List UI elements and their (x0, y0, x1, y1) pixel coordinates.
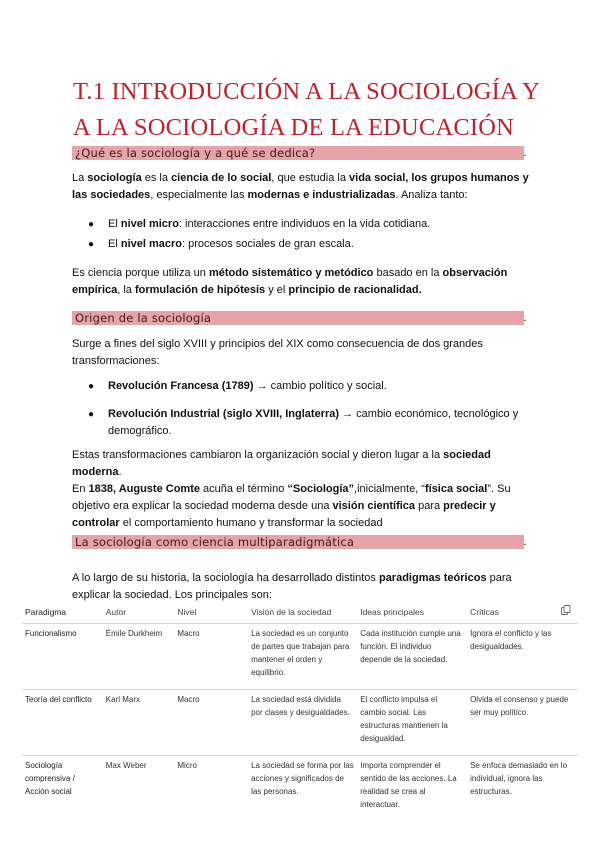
table-cell: Importa comprender el sentido de las acciones. La realidad se crea al interactuar. (357, 756, 467, 822)
table-cell: La sociedad está dividida por clases y desigualdades. (248, 690, 357, 756)
section-heading-text: Origen de la sociología (75, 311, 212, 325)
table-cell: Micro (174, 756, 248, 822)
table-row (22, 624, 578, 690)
column-header: Ideas principales (360, 607, 424, 617)
table-cell: Max Weber (103, 756, 175, 822)
paragraph-origen: Surge a fines del siglo XVIII y principios del XIX como consecuencia de dos grandes transformaciones: (72, 338, 483, 367)
paragraph-ciencia: Es ciencia porque utiliza un método sistemático y metódico basado en la observación empírica, la formulación de hipótesis y el principio de racionalidad. (72, 267, 508, 296)
column-header: Autor (105, 607, 127, 617)
table-cell: La sociedad es un conjunto de partes que trabajan para mantener el orden y equilibrio. (248, 624, 357, 690)
table-cell: Sociología comprensiva / Acción social (22, 756, 103, 822)
table-cell: Émile Durkheim (103, 624, 175, 690)
table-row (22, 756, 578, 822)
column-header: Paradigma (25, 607, 67, 617)
table-cell: El conflicto impulsa el cambio social. Las estructuras mantienen la desigualdad. (357, 690, 467, 756)
column-header: Críticas (470, 607, 499, 617)
paragraph-definition: La sociología es la ciencia de lo social, que estudia la vida social, los grupos humanos y las sociedades, especialmente las modernas e industrializadas. Analiza tanto: (72, 172, 529, 201)
table-cell: Macro (174, 624, 248, 690)
list-item: ● El nivel micro: interacciones entre individuos en la vida cotidiana. (88, 218, 431, 230)
paradigms-table (22, 604, 578, 821)
column-header: Nivel (177, 607, 197, 617)
column-header: Visión de la sociedad (251, 607, 332, 617)
section-heading-text: La sociología como ciencia multiparadigmática (75, 535, 355, 549)
section-heading-que-es: ¿Qué es la sociología y a qué se dedica? . (72, 146, 524, 160)
section-heading-multiparadigmatica: La sociología como ciencia multiparadigmática . (72, 535, 524, 549)
table-header-row (22, 604, 578, 624)
table-cell: Cada institución cumple una función. El individuo depende de la sociedad. (357, 624, 467, 690)
table-cell: Funcionalismo (22, 624, 103, 690)
section-heading-text: ¿Qué es la sociología y a qué se dedica? (75, 146, 316, 160)
table-cell: Karl Marx (103, 690, 175, 756)
list-item: ● Revolución Industrial (siglo XVIII, Inglaterra) → cambio económico, tecnológico y demográfico. (88, 408, 519, 437)
table-cell: Se enfoca demasiado en lo individual, ignora las estructuras. (467, 756, 578, 822)
table-cell: Teoría del conflicto (22, 690, 103, 756)
list-item: ● Revolución Francesa (1789) → cambio político y social. (88, 380, 387, 392)
table-cell: Ignora el conflicto y las desigualdades. (467, 624, 578, 690)
table-cell: Olvida el consenso y puede ser muy político. (467, 690, 578, 756)
paragraph-transformaciones: Estas transformaciones cambiaron la organización social y dieron lugar a la sociedad moderna. En 1838, Auguste Comte acuña el término “Sociología”,inicialmente, “física social”. Su objetivo era explicar la sociedad moderna desde una visión científica para predecir y controlar el comportamiento humano y transformar la sociedad (72, 449, 511, 529)
table-cell: Macro (174, 690, 248, 756)
table-row (22, 690, 578, 756)
section-heading-origen: Origen de la sociología . (72, 311, 524, 325)
table-cell: La sociedad se forma por las acciones y significados de las personas. (248, 756, 357, 822)
page-title: T.1 INTRODUCCIÓN A LA SOCIOLOGÍA Y A LA SOCIOLOGÍA DE LA EDUCACIÓN (73, 78, 539, 141)
list-item: ● El nivel macro: procesos sociales de gran escala. (88, 238, 354, 250)
paragraph-paradigmas: A lo largo de su historia, la sociología ha desarrollado distintos paradigmas teóricos para explicar la sociedad. Los principales son: (72, 572, 512, 601)
